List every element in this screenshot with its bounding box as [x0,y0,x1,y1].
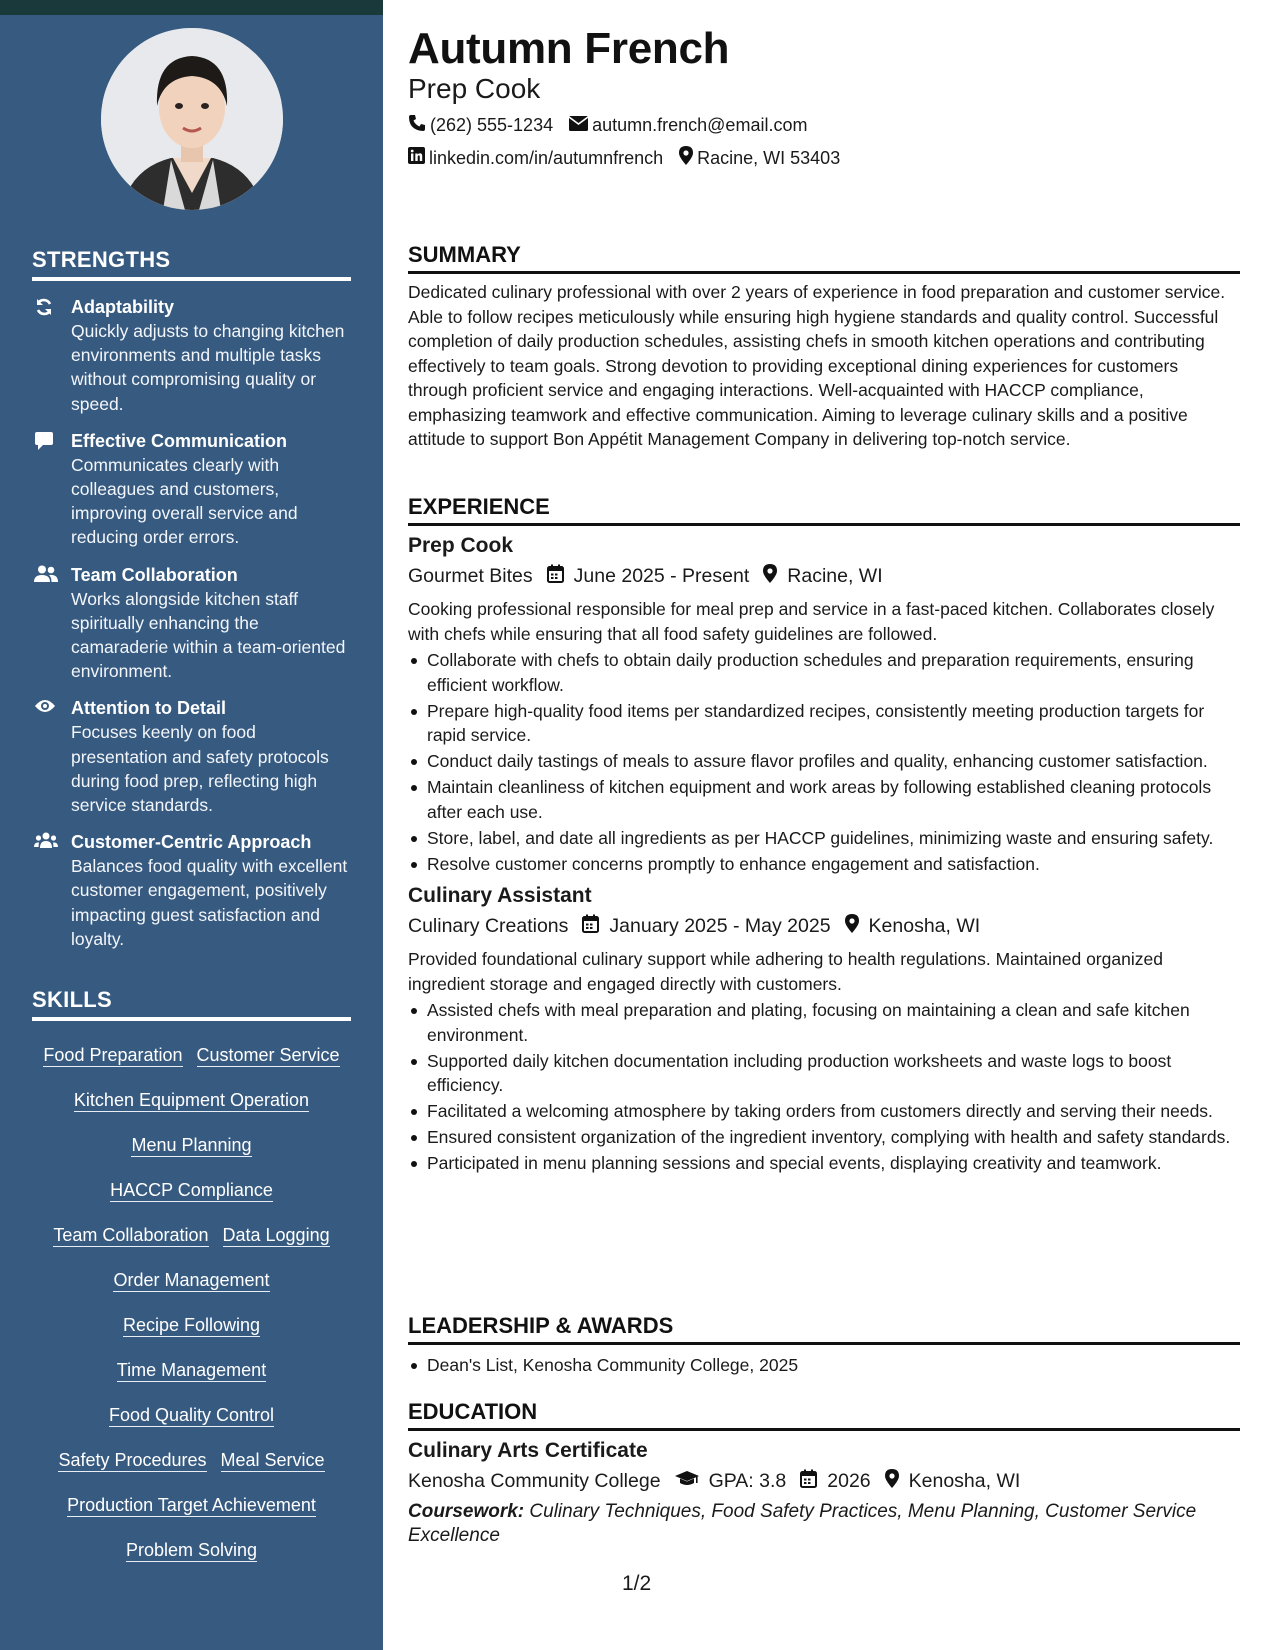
skill-tag: Data Logging [222,1225,330,1245]
job-meta [408,564,1240,589]
skill-tag: Safety Procedures [58,1450,207,1470]
job-entry [408,534,1240,876]
job-bullet: Supported daily kitchen documentation including production worksheets and waste logs to boost efficiency. [408,1049,1240,1098]
summary-text: Dedicated culinary professional with over 2 years of experience in food preparation and customer service. Able to follow recipes meticulously while ensuring high hygiene standards and quality control. Successful completion of daily production schedules, assisting chefs in smooth kitchen operations and contributing effectively to team goals. Strong devotion to providing exceptional dining experiences for customers through proficient service and engaging interactions. Well-acquainted with HACCP compliance, emphasizing teamwork and effective communication. Aiming to leverage culinary skills and a positive attitude to support Bon Appétit Management Company in delivering top-notch service. [408,282,1226,449]
skill-tag: Production Target Achievement [67,1495,316,1515]
skill-tag: Kitchen Equipment Operation [73,1090,310,1110]
map-pin-icon [763,564,787,589]
job-meta [408,914,1240,939]
job-bullets [408,998,1240,1176]
awards-heading: LEADERSHIP & AWARDS [408,1313,1240,1345]
comment-icon [34,431,56,451]
map-pin-icon [845,914,869,939]
school-name: Kenosha Community College [408,1470,661,1492]
coursework-text: Culinary Techniques, Food Safety Practices, Menu Planning, Customer Service Excellence [408,1501,1197,1546]
job-title: Prep Cook [408,534,514,557]
eye-icon [34,698,56,718]
education-meta [408,1469,1240,1494]
skill-tag: Menu Planning [131,1135,252,1155]
summary-section [408,242,1240,452]
strength-desc: Works alongside kitchen staff spiritually enhancing the camaraderie within a team-oriented environment. [71,588,346,682]
location-text: Racine, WI 53403 [697,147,841,168]
strength-title: Adaptability [71,297,175,317]
user-group-icon [34,565,56,585]
education-year-item [800,1469,870,1494]
education-year: 2026 [827,1470,871,1492]
job-bullet: Resolve customer concerns promptly to enhance engagement and satisfaction. [408,852,1240,877]
job-bullet: Conduct daily tastings of meals to assure flavor profiles and quality, enhancing customer satisfaction. [408,749,1240,774]
profile-photo [101,28,283,210]
gpa-item [675,1470,787,1493]
strength-desc: Balances food quality with excellent customer engagement, positively impacting guest satisfaction and loyalty. [71,856,348,949]
skill-tag: Customer Service [196,1045,340,1065]
users-icon [34,832,56,852]
skill-tag: Team Collaboration [53,1225,209,1245]
graduation-cap-icon [675,1470,709,1493]
sidebar [0,15,383,1650]
phone-icon [408,114,430,137]
education-location: Kenosha, WI [908,1470,1021,1492]
calendar-icon [582,914,609,939]
linkedin-item [408,147,663,169]
job-description: Cooking professional responsible for meal prep and service in a fast-paced kitchen. Collaborates closely with chefs while ensuring that all food safety guidelines are followed. [408,599,1215,644]
strength-desc: Quickly adjusts to changing kitchen environments and multiple tasks without compromising quality or speed. [71,321,345,414]
sync-icon [34,297,56,317]
strength-title: Team Collaboration [71,564,238,585]
job-dates: January 2025 - May 2025 [609,915,831,937]
awards-list [408,1353,1240,1378]
job-dates-item [582,914,830,939]
skill-tag: Problem Solving [125,1540,258,1560]
coursework-label: Coursework: [408,1501,525,1522]
job-entry [408,884,1240,1176]
phone-text[interactable]: (262) 555-1234 [430,115,554,135]
degree-title: Culinary Arts Certificate [408,1439,648,1462]
candidate-name: Autumn French [408,24,730,73]
envelope-icon [569,115,592,136]
email-text[interactable]: autumn.french@email.com [592,115,808,135]
linkedin-icon [408,147,429,169]
strength-item [32,295,351,416]
skills-list [32,1033,351,1573]
calendar-icon [800,1469,827,1494]
job-location: Kenosha, WI [868,915,981,937]
skill-tag: Order Management [113,1270,270,1290]
coursework [408,1500,1240,1548]
job-bullets [408,648,1240,876]
strength-title: Customer-Centric Approach [71,832,312,853]
company-name: Gourmet Bites [408,565,533,587]
sidebar-top-band [0,0,383,15]
skill-tag: Food Quality Control [108,1405,275,1425]
strength-desc: Focuses keenly on food presentation and safety protocols during food prep, reflecting high service standards. [71,722,329,816]
email-item [569,115,807,136]
contact-row-1 [408,114,823,137]
job-bullet: Assisted chefs with meal preparation and plating, focusing on maintaining a clean and safe kitchen environment. [408,998,1240,1047]
strength-item [32,830,351,951]
map-pin-icon [679,146,697,170]
job-bullet: Ensured consistent organization of the ingredient inventory, complying with health and safety standards. [408,1125,1240,1150]
job-location: Racine, WI [787,565,883,587]
skills-section [32,987,351,1573]
calendar-icon [547,564,574,589]
strength-item [32,563,351,684]
job-title: Culinary Assistant [408,884,592,907]
job-bullet: Prepare high-quality food items per standardized recipes, consistently meeting production targets for rapid service. [408,699,1240,748]
job-location-item [845,914,981,939]
job-bullet: Maintain cleanliness of kitchen equipment and work areas by following established cleaning protocols after each use. [408,775,1240,824]
award-item: Dean's List, Kenosha Community College, 2025 [408,1353,1240,1378]
contact-row-2 [408,146,856,170]
job-bullet: Facilitated a welcoming atmosphere by taking orders from customers directly and serving their needs. [408,1099,1240,1124]
job-bullet: Participated in menu planning sessions and special events, displaying creativity and teamwork. [408,1151,1240,1176]
strength-desc: Communicates clearly with colleagues and customers, improving overall service and reducing order errors. [71,454,298,548]
strength-item [32,696,351,817]
map-pin-icon [885,1469,909,1494]
strengths-heading: STRENGTHS [32,247,351,281]
gpa-text: GPA: 3.8 [708,1470,787,1492]
candidate-role: Prep Cook [408,73,541,104]
job-description: Provided foundational culinary support while adhering to health regulations. Maintained organized ingredient storage and engaged directly with customers. [408,949,1163,994]
skill-tag: Time Management [116,1360,267,1380]
job-bullet: Collaborate with chefs to obtain daily production schedules and preparation requirements, ensuring efficient workflow. [408,648,1240,697]
experience-section [408,494,1240,1177]
awards-section [408,1313,1240,1379]
strengths-section [32,247,351,951]
education-section [408,1399,1240,1548]
strength-title: Effective Communication [71,430,288,451]
education-location-item [885,1469,1021,1494]
company-name: Culinary Creations [408,915,569,937]
skill-tag: Food Preparation [43,1045,183,1065]
strength-title: Attention to Detail [71,698,226,719]
job-bullet: Store, label, and date all ingredients as per HACCP guidelines, minimizing waste and ensuring safety. [408,826,1240,851]
phone-item [408,114,553,137]
location-item [679,146,840,170]
skills-heading: SKILLS [32,987,351,1021]
education-heading: EDUCATION [408,1399,1240,1431]
strength-item [32,429,351,550]
summary-heading: SUMMARY [408,242,1240,274]
skill-tag: Meal Service [220,1450,325,1470]
job-location-item [763,564,882,589]
job-dates: June 2025 - Present [573,565,750,587]
linkedin-text[interactable]: linkedin.com/in/autumnfrench [429,147,664,168]
page-number: 1/2 [622,1572,652,1595]
job-dates-item [547,564,750,589]
experience-heading: EXPERIENCE [408,494,1240,526]
skill-tag: HACCP Compliance [110,1180,273,1200]
skill-tag: Recipe Following [122,1315,261,1335]
